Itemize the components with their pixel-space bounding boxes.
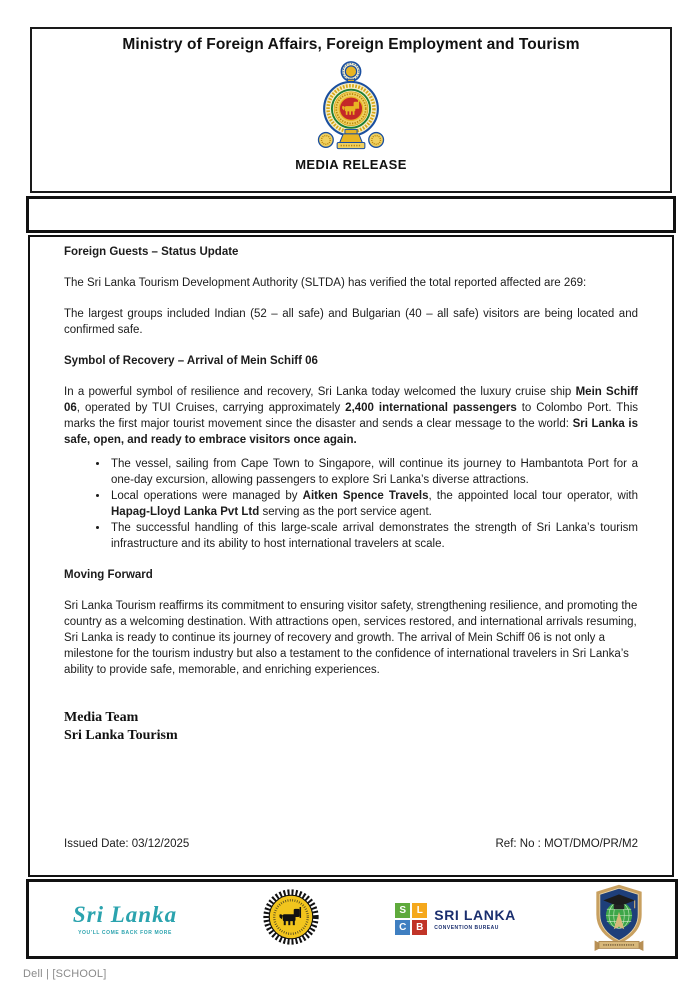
recovery-bullet-list bbox=[92, 456, 638, 552]
header-box bbox=[30, 27, 672, 193]
meta-row bbox=[64, 836, 638, 852]
signature-line-media-team: Media Team bbox=[64, 710, 139, 725]
paragraph-groups: The largest groups included Indian (52 – all safe) and Bulgarian (40 – all safe) visitors are being located and confirmed safe. bbox=[64, 308, 638, 336]
scb-block-c: C bbox=[395, 920, 410, 935]
text-segment: serving as the port service agent. bbox=[259, 506, 432, 518]
text-segment: to Colombo Port. This marks the first major tourist movement since the disaster and sends a clear message to the world: bbox=[64, 402, 638, 430]
sri-lanka-tourism-script-logo bbox=[63, 903, 187, 936]
signature-block bbox=[64, 709, 638, 745]
paragraph-sltda: The Sri Lanka Tourism Development Authority (SLTDA) has verified the total reported affected are 269: bbox=[64, 277, 587, 289]
media-release-label: MEDIA RELEASE bbox=[295, 157, 407, 172]
text-segment-bold: Hapag-Lloyd Lanka Pvt Ltd bbox=[111, 506, 260, 518]
section-heading-status: Foreign Guests – Status Update bbox=[64, 246, 239, 258]
text-segment-bold: Aitken Spence Travels bbox=[302, 490, 429, 502]
text-segment-bold: 2,400 international passengers bbox=[345, 402, 517, 414]
scb-block-b: B bbox=[412, 920, 427, 935]
signature-line-sri-lanka-tourism: Sri Lanka Tourism bbox=[64, 728, 178, 743]
bullet-item-handling: • The successful handling of this large-scale arrival demonstrates the strength of Sri Lanka’s tourism infrastructure and its ability to host international travelers at scale. bbox=[109, 520, 638, 552]
sri-lanka-convention-bureau-logo bbox=[395, 903, 516, 935]
text-segment: In a powerful symbol of resilience and recovery, Sri Lanka today welcomed the luxury cruise ship bbox=[64, 386, 576, 398]
seal-svg bbox=[262, 888, 320, 946]
ref-no: Ref: No : MOT/DMO/PR/M2 bbox=[495, 838, 638, 850]
text-segment-bold: Sri Lanka is safe, open, and ready to embrace visitors once again. bbox=[64, 418, 638, 446]
section-heading-recovery: Symbol of Recovery – Arrival of Mein Schiff 06 bbox=[64, 355, 318, 367]
bullet-item-vessel: • The vessel, sailing from Cape Town to Singapore, will continue its journey to Hambantota Port for a one-day excursion, allowing passengers to explore Sri Lanka’s diverse attractions. bbox=[109, 456, 638, 488]
text-segment: , the appointed local tour operator, with bbox=[428, 490, 638, 502]
emblem-svg bbox=[312, 59, 390, 155]
section-heading-forward: Moving Forward bbox=[64, 569, 153, 581]
footer-logos-box bbox=[26, 879, 678, 959]
text-segment-bold: Mein Schiff 06 bbox=[64, 386, 638, 414]
tourism-institute-crest-icon bbox=[591, 883, 647, 956]
text-segment: , operated by TUI Cruises, carrying approximately bbox=[76, 402, 346, 414]
scb-subtitle: CONVENTION BUREAU bbox=[434, 924, 499, 931]
issued-date: Issued Date: 03/12/2025 bbox=[64, 838, 190, 850]
scb-title: SRI LANKA bbox=[434, 906, 516, 923]
script-logo-tagline: YOU’LL COME BACK FOR MORE bbox=[78, 929, 172, 936]
scb-block-s: S bbox=[395, 903, 410, 918]
blank-banner-box bbox=[26, 196, 676, 233]
content-box bbox=[28, 235, 674, 877]
paragraph-forward: Sri Lanka Tourism reaffirms its commitment to ensuring visitor safety, strengthening resilience, and promoting the country as a welcoming destination. With attractions open, services restored, and international arrivals resuming, Sri Lanka is ready to continue its journey of recovery and growth. The arrival of Mein Schiff 06 is not only a milestone for the tourism industry but also a testament to the confidence of international travelers in Sri Lanka’s ability to provide safe, memorable, and enriching experiences. bbox=[64, 600, 638, 676]
script-logo-text: Sri Lanka bbox=[72, 901, 178, 927]
scb-block-l: L bbox=[412, 903, 427, 918]
paragraph-mein-schiff bbox=[64, 384, 638, 448]
sri-lanka-national-emblem-icon bbox=[312, 59, 390, 155]
bullet-item-operations bbox=[109, 488, 638, 520]
scb-letter-blocks bbox=[395, 903, 427, 935]
scb-wordmark bbox=[434, 908, 516, 931]
crest-svg bbox=[591, 883, 647, 951]
text-segment: Local operations were managed by bbox=[111, 490, 303, 502]
lion-sun-seal-icon bbox=[262, 888, 320, 951]
document-footer-text: Dell | [SCHOOL] bbox=[23, 968, 107, 980]
ministry-title: Ministry of Foreign Affairs, Foreign Employment and Tourism bbox=[122, 36, 580, 53]
